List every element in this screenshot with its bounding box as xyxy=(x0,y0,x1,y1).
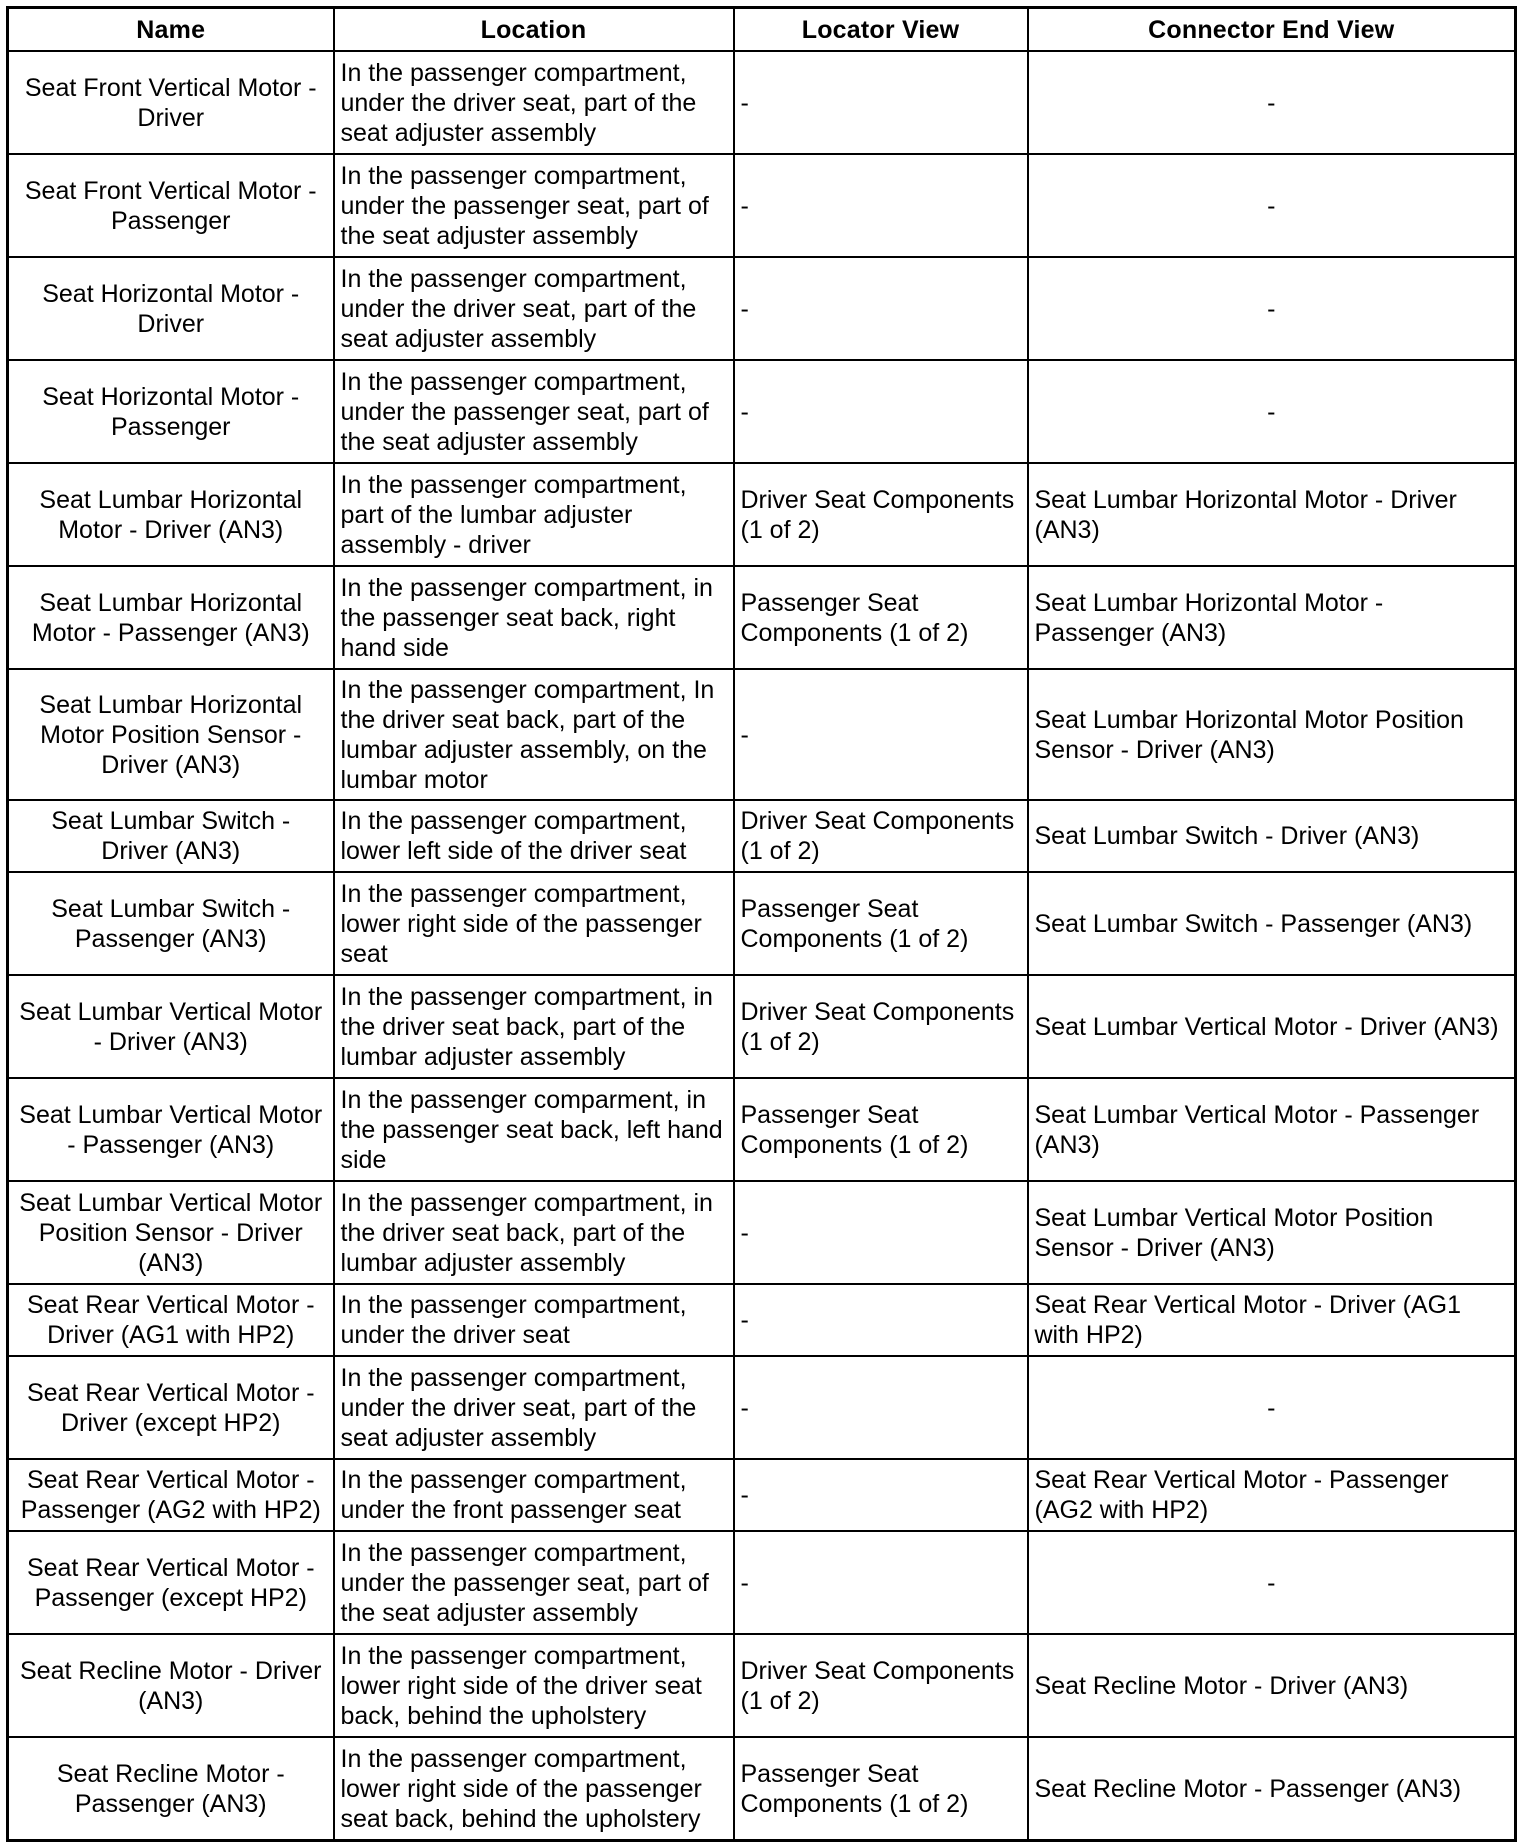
cell-locator-view: - xyxy=(734,1531,1028,1634)
table-row xyxy=(8,154,1516,257)
table-row xyxy=(8,1284,1516,1356)
cell-name: Seat Lumbar Vertical Motor - Passenger (AN3) xyxy=(8,1078,334,1181)
cell-connector-end-view: Seat Lumbar Horizontal Motor Position Sensor - Driver (AN3) xyxy=(1028,669,1516,800)
cell-location: In the passenger compartment, lower right side of the driver seat back, behind the upholstery xyxy=(334,1634,734,1737)
cell-name: Seat Lumbar Horizontal Motor Position Sensor - Driver (AN3) xyxy=(8,669,334,800)
cell-connector-end-view: Seat Recline Motor - Passenger (AN3) xyxy=(1028,1737,1516,1841)
cell-connector-end-view: Seat Recline Motor - Driver (AN3) xyxy=(1028,1634,1516,1737)
cell-connector-end-view: Seat Lumbar Horizontal Motor - Passenger (AN3) xyxy=(1028,566,1516,669)
cell-locator-view: - xyxy=(734,1356,1028,1459)
table-row xyxy=(8,1634,1516,1737)
cell-name: Seat Front Vertical Motor - Passenger xyxy=(8,154,334,257)
table-row xyxy=(8,463,1516,566)
cell-name: Seat Lumbar Horizontal Motor - Driver (AN3) xyxy=(8,463,334,566)
cell-location: In the passenger compartment, in the driver seat back, part of the lumbar adjuster assembly xyxy=(334,975,734,1078)
cell-name: Seat Lumbar Vertical Motor - Driver (AN3) xyxy=(8,975,334,1078)
cell-locator-view: - xyxy=(734,1181,1028,1284)
header-name: Name xyxy=(8,8,334,52)
cell-connector-end-view: - xyxy=(1028,154,1516,257)
cell-name: Seat Rear Vertical Motor - Driver (except HP2) xyxy=(8,1356,334,1459)
cell-name: Seat Lumbar Horizontal Motor - Passenger (AN3) xyxy=(8,566,334,669)
cell-locator-view: Passenger Seat Components (1 of 2) xyxy=(734,872,1028,975)
header-locator-view: Locator View xyxy=(734,8,1028,52)
cell-connector-end-view: Seat Rear Vertical Motor - Driver (AG1 with HP2) xyxy=(1028,1284,1516,1356)
cell-name: Seat Rear Vertical Motor - Passenger (AG2 with HP2) xyxy=(8,1459,334,1531)
table-row xyxy=(8,872,1516,975)
cell-location: In the passenger compartment, part of the lumbar adjuster assembly - driver xyxy=(334,463,734,566)
cell-connector-end-view: - xyxy=(1028,1531,1516,1634)
header-connector-end-view: Connector End View xyxy=(1028,8,1516,52)
cell-connector-end-view: Seat Lumbar Switch - Driver (AN3) xyxy=(1028,800,1516,872)
cell-connector-end-view: Seat Lumbar Horizontal Motor - Driver (AN3) xyxy=(1028,463,1516,566)
cell-name: Seat Rear Vertical Motor - Passenger (except HP2) xyxy=(8,1531,334,1634)
component-locator-table xyxy=(6,6,1517,1842)
cell-location: In the passenger compartment, under the driver seat xyxy=(334,1284,734,1356)
cell-connector-end-view: Seat Lumbar Switch - Passenger (AN3) xyxy=(1028,872,1516,975)
cell-location: In the passenger compartment, in the passenger seat back, right hand side xyxy=(334,566,734,669)
cell-name: Seat Lumbar Switch - Passenger (AN3) xyxy=(8,872,334,975)
cell-name: Seat Rear Vertical Motor - Driver (AG1 with HP2) xyxy=(8,1284,334,1356)
cell-location: In the passenger compartment, under the driver seat, part of the seat adjuster assembly xyxy=(334,257,734,360)
cell-location: In the passenger compartment, under the passenger seat, part of the seat adjuster assembly xyxy=(334,1531,734,1634)
table-row xyxy=(8,1181,1516,1284)
cell-location: In the passenger compartment, lower right side of the passenger seat back, behind the upholstery xyxy=(334,1737,734,1841)
cell-name: Seat Horizontal Motor - Driver xyxy=(8,257,334,360)
cell-location: In the passenger compartment, under the driver seat, part of the seat adjuster assembly xyxy=(334,51,734,154)
cell-locator-view: Passenger Seat Components (1 of 2) xyxy=(734,1078,1028,1181)
cell-locator-view: - xyxy=(734,257,1028,360)
cell-locator-view: - xyxy=(734,669,1028,800)
header-location: Location xyxy=(334,8,734,52)
cell-locator-view: Driver Seat Components (1 of 2) xyxy=(734,800,1028,872)
table-row xyxy=(8,1531,1516,1634)
cell-locator-view: - xyxy=(734,1459,1028,1531)
cell-name: Seat Lumbar Vertical Motor Position Sensor - Driver (AN3) xyxy=(8,1181,334,1284)
cell-connector-end-view: - xyxy=(1028,1356,1516,1459)
cell-connector-end-view: Seat Lumbar Vertical Motor - Passenger (AN3) xyxy=(1028,1078,1516,1181)
cell-connector-end-view: - xyxy=(1028,51,1516,154)
table-header-row xyxy=(8,8,1516,52)
cell-location: In the passenger compartment, In the driver seat back, part of the lumbar adjuster assembly, on the lumbar motor xyxy=(334,669,734,800)
cell-locator-view: - xyxy=(734,360,1028,463)
table-row xyxy=(8,975,1516,1078)
cell-connector-end-view: Seat Lumbar Vertical Motor - Driver (AN3) xyxy=(1028,975,1516,1078)
cell-locator-view: - xyxy=(734,1284,1028,1356)
cell-location: In the passenger compartment, lower left side of the driver seat xyxy=(334,800,734,872)
cell-connector-end-view: - xyxy=(1028,257,1516,360)
table-row xyxy=(8,1737,1516,1841)
cell-location: In the passenger compartment, under the passenger seat, part of the seat adjuster assembly xyxy=(334,154,734,257)
cell-locator-view: Passenger Seat Components (1 of 2) xyxy=(734,566,1028,669)
table-row xyxy=(8,257,1516,360)
table-row xyxy=(8,360,1516,463)
table-row xyxy=(8,800,1516,872)
cell-name: Seat Recline Motor - Passenger (AN3) xyxy=(8,1737,334,1841)
table-row xyxy=(8,566,1516,669)
cell-locator-view: Passenger Seat Components (1 of 2) xyxy=(734,1737,1028,1841)
cell-locator-view: Driver Seat Components (1 of 2) xyxy=(734,1634,1028,1737)
cell-connector-end-view: Seat Rear Vertical Motor - Passenger (AG2 with HP2) xyxy=(1028,1459,1516,1531)
table-row xyxy=(8,1459,1516,1531)
cell-locator-view: Driver Seat Components (1 of 2) xyxy=(734,975,1028,1078)
cell-location: In the passenger comparment, in the passenger seat back, left hand side xyxy=(334,1078,734,1181)
cell-location: In the passenger compartment, in the driver seat back, part of the lumbar adjuster assembly xyxy=(334,1181,734,1284)
cell-name: Seat Lumbar Switch - Driver (AN3) xyxy=(8,800,334,872)
cell-name: Seat Front Vertical Motor - Driver xyxy=(8,51,334,154)
table-row xyxy=(8,1356,1516,1459)
table-row xyxy=(8,669,1516,800)
cell-name: Seat Horizontal Motor - Passenger xyxy=(8,360,334,463)
cell-locator-view: - xyxy=(734,154,1028,257)
cell-location: In the passenger compartment, under the front passenger seat xyxy=(334,1459,734,1531)
table-row xyxy=(8,51,1516,154)
cell-connector-end-view: Seat Lumbar Vertical Motor Position Sensor - Driver (AN3) xyxy=(1028,1181,1516,1284)
cell-connector-end-view: - xyxy=(1028,360,1516,463)
cell-location: In the passenger compartment, under the driver seat, part of the seat adjuster assembly xyxy=(334,1356,734,1459)
cell-locator-view: Driver Seat Components (1 of 2) xyxy=(734,463,1028,566)
cell-locator-view: - xyxy=(734,51,1028,154)
table-row xyxy=(8,1078,1516,1181)
cell-name: Seat Recline Motor - Driver (AN3) xyxy=(8,1634,334,1737)
cell-location: In the passenger compartment, lower right side of the passenger seat xyxy=(334,872,734,975)
cell-location: In the passenger compartment, under the passenger seat, part of the seat adjuster assembly xyxy=(334,360,734,463)
